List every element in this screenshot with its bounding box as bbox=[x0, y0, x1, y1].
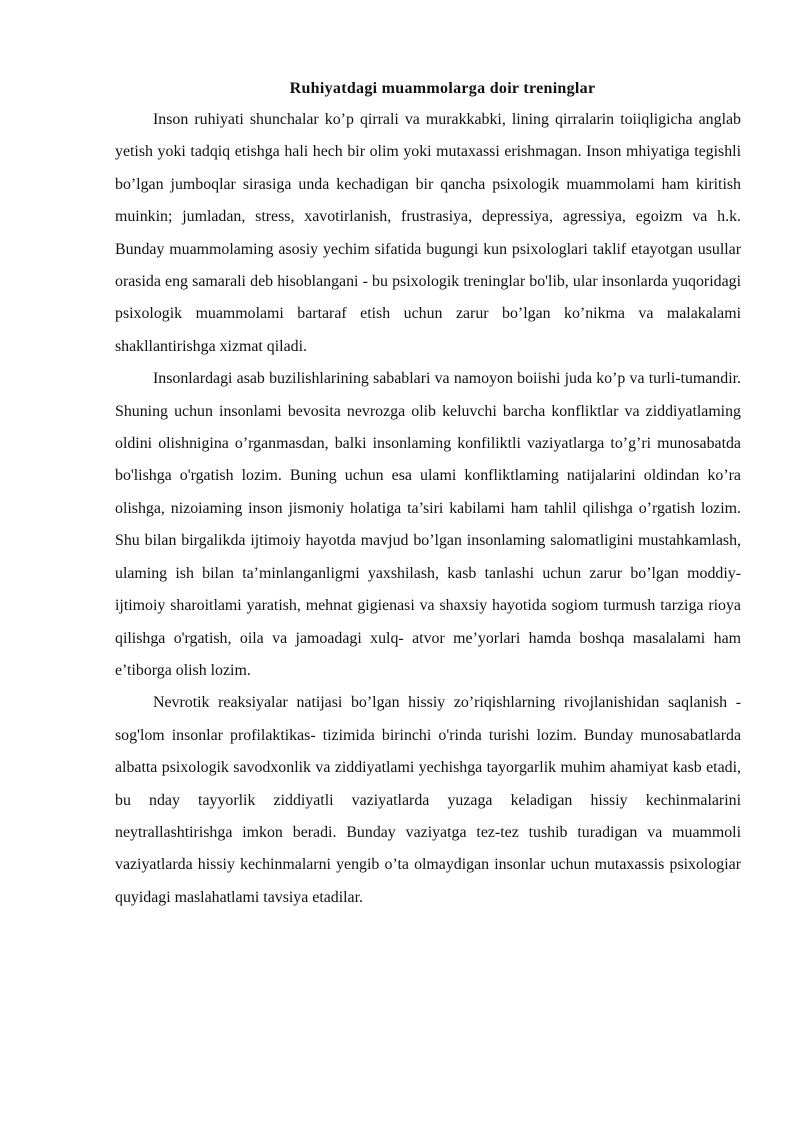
document-body bbox=[115, 78, 741, 914]
document-title: Ruhiyatdagi muammolarga doir treninglar bbox=[289, 80, 596, 97]
paragraph-3: Nevrotik reaksiyalar natijasi bo’lgan hissiy zo’riqishlarning rivojlanishidan saqlanish - sog'lom insonlar profilaktikas- tizimida birinchi o'rinda turishi lozim. Bunday munosabatlarda albatta psixologik savodxonlik va ziddiyatlami yechishga tayorgarlik muhim ahamiyat kasb etadi, bu nday tayyorlik ziddiyatli vaziyatlarda yuzaga keladigan hissiy kechinmalarini neytrallashtirishga imkon beradi. Bunday vaziyatga tez-tez tushib turadigan va muammoli vaziyatlarda hissiy kechinmalarni yengib o’ta olmaydigan insonlar uchun mutaxassis psixologiar quyidagi maslahatlami tavsiya etadilar. bbox=[115, 694, 741, 906]
paragraph-2: Insonlardagi asab buzilishlarining sabablari va namoyon boiishi juda ko’p va turli-tumandir. Shuning uchun insonlami bevosita nevrozga olib keluvchi barcha konfliktlar va ziddiyatlaming oldini olishnigina o’rganmasdan, balki insonlaming konfiliktli vaziyatlarga to’g’ri munosabatda bo'lishga o'rgatish lozim. Buning uchun esa ulami konfliktlaming natijalarini oldindan ko’ra olishga, nizoiaming inson jismoniy holatiga ta’siri kabilami ham tahlil qilishga o’rgatish lozim. Shu bilan birgalikda ijtimoiy hayotda mavjud bo’lgan insonlaming salomatligini mustahkamlash, ulaming ish bilan ta’minlanganligmi yaxshilash, kasb tanlashi uchun zarur bo’lgan moddiy-ijtimoiy sharoitlami yaratish, mehnat gigienasi va shaxsiy hayotida sogiom turmush tarziga rioya qilishga o'rgatish, oila va jamoadagi xulq- atvor me’yorlari hamda boshqa masalalami ham e’tiborga olish lozim. bbox=[115, 370, 741, 679]
paragraph-1: Inson ruhiyati shunchalar ko’p qirrali va murakkabki, lining qirralarin toiiqligicha anglab yetish yoki tadqiq etishga hali hech bir olim yoki mutaxassi erishmagan. Inson mhiyatiga tegishli bo’lgan jumboqlar sirasiga unda kechadigan bir qancha psixologik muammolami ham kiritish muinkin; jumladan, stress, xavotirlanish, frustrasiya, depressiya, agressiya, egoizm va h.k. Bunday muammolaming asosiy yechim sifatida bugungi kun psixologlari taklif etayotgan usullar orasida eng samarali deb hisoblangani - bu psixologik treninglar bo'lib, ular insonlarda yuqoridagi psixologik muammolami bartaraf etish uchun zarur bo’lgan ko’nikma va malakalami shakllantirishga xizmat qiladi. bbox=[115, 111, 741, 355]
